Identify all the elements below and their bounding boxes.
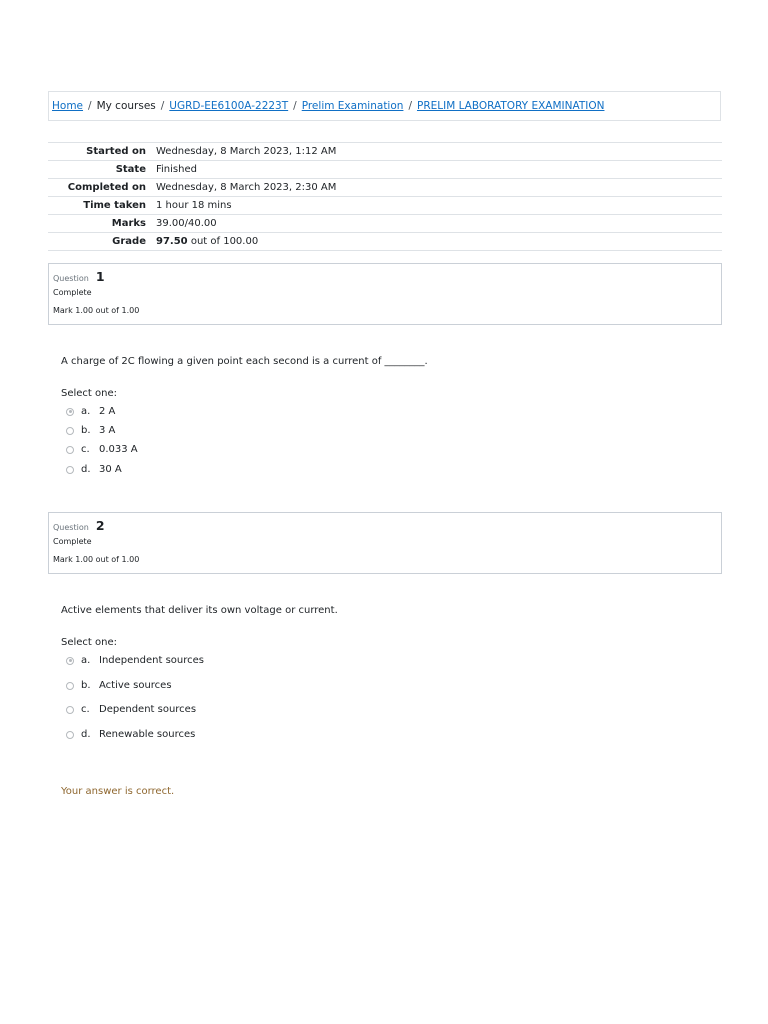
summary-label: Time taken [83, 200, 146, 211]
grade-out-of: out of 100.00 [190, 236, 259, 247]
breadcrumb-home-link[interactable]: Home [52, 100, 84, 112]
summary-row-time-taken [48, 197, 722, 215]
breadcrumb-course-link[interactable]: UGRD-EE6100A-2223T [169, 100, 289, 112]
question-text: A charge of 2C flowing a given point each second is a current of ________. [61, 356, 428, 367]
question-text: Active elements that deliver its own voltage or current. [61, 605, 338, 616]
option-text: Independent sources [99, 655, 204, 666]
summary-row-state [48, 161, 722, 179]
option-letter: b. [81, 680, 91, 691]
summary-row-started-on [48, 143, 722, 161]
summary-row-marks [48, 215, 722, 233]
option-text: Renewable sources [99, 729, 196, 740]
option-text: 0.033 A [99, 444, 138, 455]
question-mark: Mark 1.00 out of 1.00 [53, 306, 140, 315]
question-number: 1 [95, 269, 105, 284]
attempt-summary-table [48, 142, 722, 251]
question-state: Complete [53, 288, 92, 297]
question-label: Question [53, 523, 89, 532]
answer-option-b[interactable] [66, 680, 172, 691]
summary-label: State [115, 164, 146, 175]
option-text: Active sources [99, 680, 172, 691]
summary-value [146, 233, 722, 251]
answer-option-b[interactable] [66, 425, 115, 436]
option-letter: c. [81, 704, 90, 715]
question-label: Question [53, 274, 89, 283]
question-info-box [48, 263, 722, 325]
option-text: 3 A [99, 425, 116, 436]
summary-row-completed-on [48, 179, 722, 197]
question-number: 2 [95, 518, 105, 533]
summary-label: Marks [111, 218, 146, 229]
breadcrumb-my-courses: My courses [96, 100, 156, 112]
radio-button[interactable] [66, 408, 74, 416]
radio-button[interactable] [66, 682, 74, 690]
radio-button[interactable] [66, 657, 74, 665]
radio-button[interactable] [66, 446, 74, 454]
option-letter: c. [81, 444, 90, 455]
option-letter: d. [81, 464, 91, 475]
option-letter: a. [81, 406, 91, 417]
summary-value: 39.00/40.00 [156, 218, 217, 229]
answer-feedback: Your answer is correct. [61, 786, 175, 797]
breadcrumb-section-link[interactable]: Prelim Examination [301, 100, 404, 112]
select-one-prompt: Select one: [61, 637, 118, 648]
breadcrumb-separator: / [160, 100, 165, 112]
answer-option-c[interactable] [66, 704, 196, 715]
question-mark: Mark 1.00 out of 1.00 [53, 555, 140, 564]
radio-button[interactable] [66, 706, 74, 714]
summary-value: Wednesday, 8 March 2023, 2:30 AM [156, 182, 337, 193]
breadcrumb [48, 91, 721, 121]
grade-value: 97.50 [156, 236, 188, 247]
question-info-box [48, 512, 722, 574]
breadcrumb-separator: / [408, 100, 412, 112]
option-letter: b. [81, 425, 91, 436]
option-text: 30 A [99, 464, 122, 475]
option-text: 2 A [99, 406, 116, 417]
option-letter: d. [81, 729, 91, 740]
answer-option-d[interactable] [66, 729, 195, 740]
answer-option-a[interactable] [66, 655, 204, 666]
radio-button[interactable] [66, 731, 74, 739]
breadcrumb-activity-link[interactable]: PRELIM LABORATORY EXAMINATION [416, 100, 605, 112]
answer-option-a[interactable] [66, 406, 115, 417]
answer-option-c[interactable] [66, 444, 138, 455]
option-letter: a. [81, 655, 91, 666]
option-text: Dependent sources [99, 704, 197, 715]
answer-option-d[interactable] [66, 464, 122, 475]
question-state: Complete [53, 537, 92, 546]
summary-value: Wednesday, 8 March 2023, 1:12 AM [156, 146, 337, 157]
summary-label: Completed on [67, 182, 146, 193]
summary-row-grade [48, 233, 722, 251]
summary-value: 1 hour 18 mins [156, 200, 232, 211]
summary-label: Grade [112, 236, 146, 247]
radio-button[interactable] [66, 427, 74, 435]
summary-value: Finished [156, 164, 197, 175]
summary-label: Started on [86, 146, 146, 157]
radio-button[interactable] [66, 466, 74, 474]
breadcrumb-separator: / [88, 100, 92, 112]
question-number-line [53, 266, 105, 285]
select-one-prompt: Select one: [61, 388, 118, 399]
breadcrumb-separator: / [293, 100, 297, 112]
question-number-line [53, 515, 105, 534]
